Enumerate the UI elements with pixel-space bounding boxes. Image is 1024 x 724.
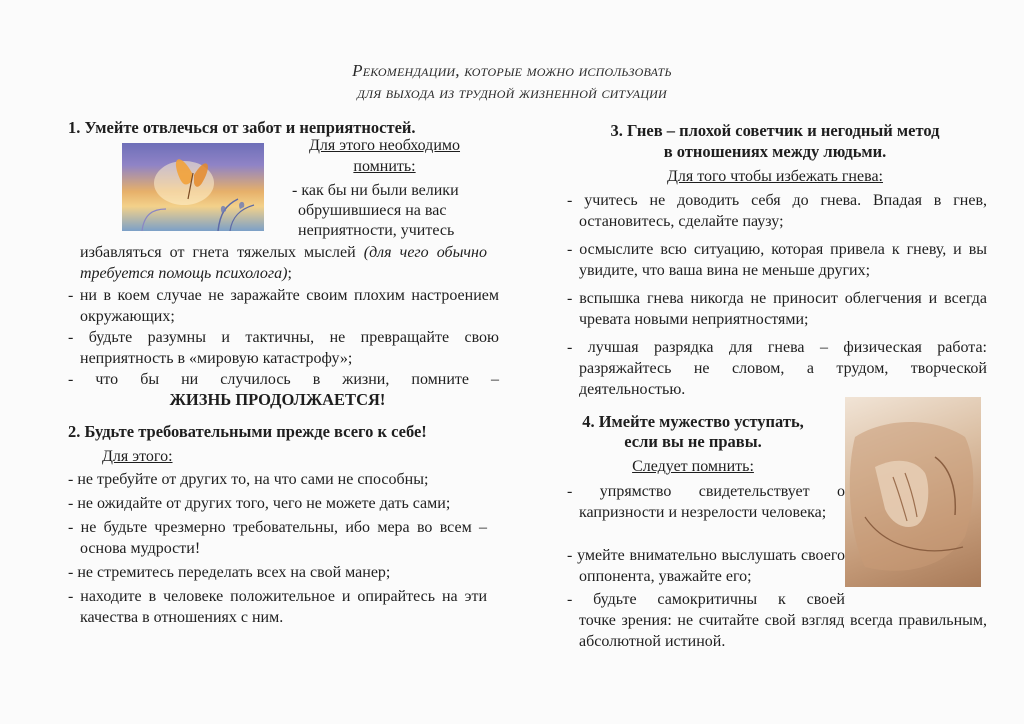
list-item: - находите в человеке положительное и опирайтесь на эти качества в отношениях с ним. bbox=[68, 588, 487, 626]
section2-intro: Для этого: bbox=[102, 448, 173, 465]
page-title-line2: для выхода из трудной жизненной ситуации bbox=[357, 83, 667, 102]
section1-intro-line2: помнить: bbox=[353, 158, 416, 175]
section1-item3: - будьте разумны и тактичны, не превращайте свою неприятность в «мировую катастрофу»; bbox=[68, 329, 499, 367]
list-item: - учитесь не доводить себя до гнева. Впадая в гнев, остановитесь, сделайте паузу; bbox=[567, 192, 987, 230]
list-item: - не стремитесь переделать всех на свой манер; bbox=[68, 564, 391, 581]
section3-list bbox=[567, 190, 987, 400]
section4-item3-line1: - будьте самокритичны к своей bbox=[567, 591, 845, 608]
item1-rest-plain: избавляться от гнета тяжелых мыслей bbox=[80, 244, 356, 261]
list-item: - не ожидайте от других того, чего не можете дать сами; bbox=[68, 495, 451, 512]
section1-item1-line1: - как бы ни были велики bbox=[292, 182, 459, 199]
section4-item2: - умейте внимательно выслушать своего оппонента, уважайте его; bbox=[567, 547, 845, 585]
hands-icon bbox=[845, 397, 981, 587]
section1-item2: - ни в коем случае не заражайте своим плохим настроением окружающих; bbox=[68, 287, 499, 325]
section2-heading: 2. Будьте требовательными прежде всего к себе! bbox=[68, 422, 427, 441]
item1-rest-end: ; bbox=[287, 265, 292, 282]
list-item: - не требуйте от других то, на что сами не способны; bbox=[68, 471, 429, 488]
list-item: - вспышка гнева никогда не приносит облегчения и всегда чревата новыми неприятностями; bbox=[567, 290, 987, 328]
butterfly-image bbox=[122, 143, 264, 231]
hands-image bbox=[845, 397, 981, 587]
section1-item1-line2: обрушившиеся на вас bbox=[298, 202, 447, 219]
section2-list bbox=[68, 469, 487, 628]
section1-item1-line3: неприятности, учитесь bbox=[298, 222, 455, 239]
section1-item4: - что бы ни случилось в жизни, помните – bbox=[68, 371, 499, 388]
section3-intro: Для того чтобы избежать гнева: bbox=[667, 168, 883, 185]
section3-heading-line2: в отношениях между людьми. bbox=[663, 142, 887, 161]
list-item: - лучшая разрядка для гнева – физическая работа: разряжайтесь не словом, а трудом, творческой деятельностью. bbox=[567, 339, 987, 398]
section4-item1: - упрямство свидетельствует о капризности и незрелости человека; bbox=[567, 483, 845, 521]
section1-intro-line1: Для этого необходимо bbox=[308, 137, 461, 154]
list-item: - осмыслите всю ситуацию, которая привела к гневу, и вы увидите, что ваша вина не меньше других; bbox=[567, 241, 987, 279]
butterfly-icon bbox=[122, 143, 264, 231]
item1-rest-italic: (для чего обычно требуется помощь психолога) bbox=[80, 244, 487, 282]
page-title-line1: Рекомендации, которые можно использовать bbox=[352, 61, 672, 80]
section1-heading: 1. Умейте отвлечься от забот и неприятностей. bbox=[68, 118, 416, 137]
section1-item4-bold: ЖИЗНЬ ПРОДОЛЖАЕТСЯ! bbox=[169, 390, 386, 409]
section4-intro: Следует помнить: bbox=[632, 458, 754, 475]
section4-heading-line2: если вы не правы. bbox=[624, 432, 762, 451]
list-item: - не будьте чрезмерно требовательны, ибо мера во всем – основа мудрости! bbox=[68, 519, 487, 557]
section4-heading-line1: 4. Имейте мужество уступать, bbox=[582, 412, 804, 431]
section4-item3-rest: точке зрения: не считайте свой взгляд всегда правильным, абсолютной истиной. bbox=[579, 612, 987, 650]
section3-heading-line1: 3. Гнев – плохой советчик и негодный метод bbox=[610, 121, 940, 140]
section1-item1-rest bbox=[80, 242, 487, 284]
